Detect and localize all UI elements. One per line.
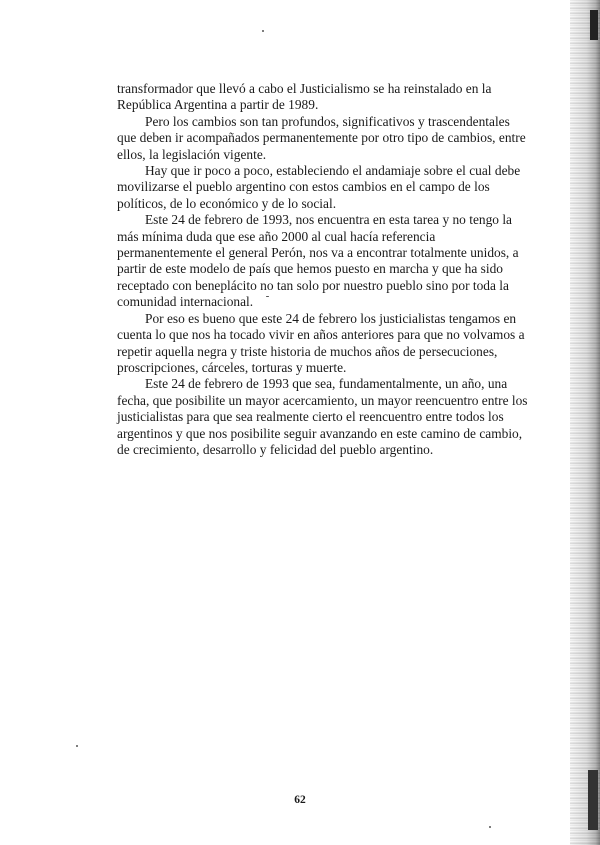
paragraph: Este 24 de febrero de 1993, nos encuentra en esta tarea y no tengo la más mínima duda que ese año 2000 al cual hacía referencia permanentemente el general Perón, nos va a encontrar totalmente unidos, a partir de este modelo de país que hemos puesto en marcha y que ha sido receptado con beneplácito no tan solo por nuestro pueblo sino por toda la comunidad internacional. bbox=[117, 212, 519, 310]
scan-speck bbox=[489, 826, 491, 828]
paragraph: Pero los cambios son tan profundos, significativos y trascendentales que deben ir acompañados permanentemente por otro tipo de cambios, entre ellos, la legislación vigente. bbox=[117, 113, 526, 162]
body-text bbox=[117, 81, 529, 458]
scan-speck bbox=[76, 745, 78, 747]
paragraph: Este 24 de febrero de 1993 que sea, fundamentalmente, un año, una fecha, que posibilite un mayor acercamiento, un mayor reencuentro entre los justicialistas para que sea realmente cierto el reencuentro entre todos los argentinos y que nos posibilite seguir avanzando en este camino de cambio, de crecimiento, desarrollo y felicidad del pueblo argentino. bbox=[117, 376, 528, 457]
paragraph: transformador que llevó a cabo el Justicialismo se ha reinstalado en la República Argentina a partir de 1989. bbox=[117, 81, 492, 113]
page-number: 62 bbox=[294, 794, 306, 806]
paragraph: Hay que ir poco a poco, estableciendo el andamiaje sobre el cual debe movilizarse el pueblo argentino con estos cambios en el campo de los políticos, de lo económico y de lo social. bbox=[117, 163, 521, 211]
paragraph: Por eso es bueno que este 24 de febrero los justicialistas tengamos en cuenta lo que nos ha tocado vivir en años anteriores para que no volvamos a repetir aquella negra y triste historia de muchos años de persecuciones, proscripciones, cárceles, torturas y muerte. bbox=[117, 310, 525, 375]
scan-edge-mark-top bbox=[590, 10, 598, 40]
scan-speck bbox=[262, 30, 264, 32]
scan-edge-shadow bbox=[570, 0, 600, 845]
